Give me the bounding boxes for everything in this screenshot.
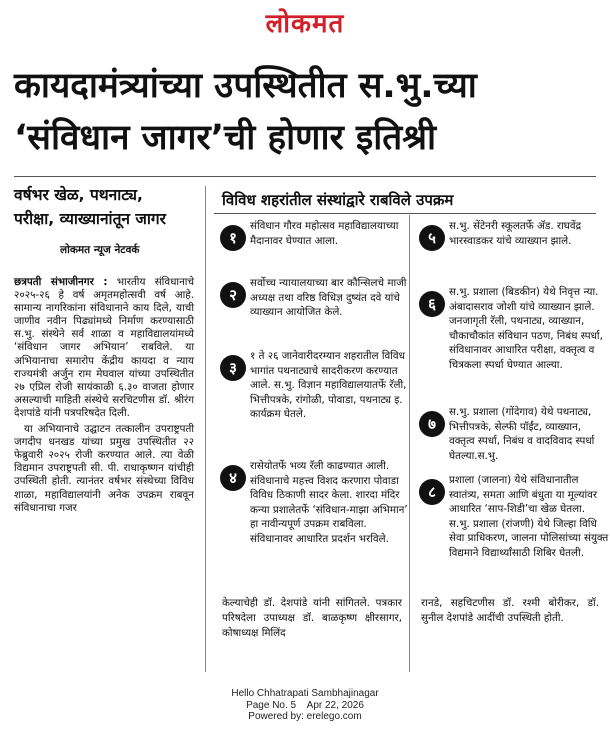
number-badge: ६ xyxy=(419,291,445,317)
list-item: ३ १ ते २६ जानेवारीदरम्यान शहरातील विविध भागांत पथनाट्याचे सादरीकरण करण्यात आले. स.भु. विज्ञान महाविद्यालयातर्फे रॅली, भित्तीपत्रके, रांगोळी, पोवाडा, पथनाट्य इ. कार्यक्रम घेतले. xyxy=(220,349,410,422)
list-item: ५ स.भु. सेंटेनरी स्कूलतर्फे ॲड. राघवेंद्र भारस्वाडकर यांचे व्याख्यान झाले. xyxy=(419,219,609,248)
byline: लोकमत न्यूज नेटवर्क xyxy=(60,244,140,256)
number-badge: ४ xyxy=(220,465,246,491)
masthead-logo: लोकमत xyxy=(265,9,345,39)
number-badge: ७ xyxy=(419,411,445,437)
number-badge: २ xyxy=(220,282,246,308)
divider xyxy=(14,176,596,177)
number-badge: १ xyxy=(220,225,246,251)
number-badge: ३ xyxy=(220,355,246,381)
list-item: ८ प्रशाला (जालना) येथे संविधानातील स्वातंत्र्य, समता आणि बंधुता या मूल्यांवर आधारित ‘साप-शिडी’चा खेळ घेतला. स.भु. प्रशाला (रांजणी) येथे जिल्हा विधि सेवा प्राधिकरण, जालना पोलिसांच्या संयुक्त विद्यमाने विद्यार्थ्यांसाठी शिबिर घेतली. xyxy=(419,473,609,560)
headline-line-1: कायदामंत्र्यांच्या उपस्थितीत स.भु.च्या xyxy=(14,66,477,106)
list-item: ७ स.भु. प्रशाला (गोंदेगाव) येथे पथनाट्य, भित्तीपत्रके, सेल्फी पॉईंट, व्याख्यान, वक्तृत्व स्पर्धा, निबंध व वादविवाद स्पर्धा घेतल्या.स.भु. xyxy=(419,405,609,463)
divider xyxy=(214,213,596,214)
article-continuation: रानडे, सहचिटणीस डॉ. रश्मी बोरीकर, डॉ. सुनील देशपांडे आदींची उपस्थिती होती. xyxy=(421,597,599,624)
article-body xyxy=(14,276,194,518)
number-badge: ८ xyxy=(419,479,445,505)
page-footer: Hello Chhatrapati Sambhajinagar Page No. 5 Apr 22, 2026 Powered by: erelego.com xyxy=(231,688,379,722)
list-item: २ सर्वोच्च न्यायालयाच्या बार कौन्सिलचे माजी अध्यक्ष तथा वरिष्ठ विधिज्ञ दुष्यंत दवे यांचे व्याख्यान आयोजित केले. xyxy=(220,276,410,320)
headline xyxy=(14,60,599,164)
article-paragraph: छत्रपती संभाजीनगर : भारतीय संविधानाचे २०२५-२६ हे वर्ष अमृतमहोत्सवी वर्ष आहे. सामान्य नागरिकांना संविधानाने काय दिले, याची जाणीव नवीन पिढ्यांमध्ये निर्माण करण्यासाठी स.भु. संस्थेने सर्व शाळा व महाविद्यालयांमध्ये ‘संविधान जागर अभियान’ राबविले. या अभियानाचा समारोप केंद्रीय कायदा व न्याय राज्यमंत्री अर्जुन राम मेघवाल यांच्या उपस्थितीत २७ एप्रिल रोजी सायंकाळी ६.३० वाजता होणार असल्याची माहिती संस्थेचे सरचिटणीस डॉ. श्रीरंग देशपांडे यांनी पत्रपरिषदेत दिली. xyxy=(14,276,194,419)
column-divider xyxy=(205,186,206,672)
subheadline-left: वर्षभर खेळ, पथनाट्य, परीक्षा, व्याख्यानांतून जागर xyxy=(14,186,166,228)
list-item: १ संविधान गौरव महोत्सव महाविद्यालयाच्या मैदानावर घेण्यात आला. xyxy=(220,219,410,248)
article-paragraph: या अभियानाचे उद्घाटन तत्कालीन उपराष्ट्रपती जगदीप धनखड यांच्या प्रमुख उपस्थितीत २२ फेब्रुवारी २०२५ रोजी करण्यात आले. त्या वेळी विद्यमान उपराष्ट्रपती सी. पी. राधाकृष्णन यांचीही उपस्थिती होती. त्यानंतर वर्षभर संस्थेच्या विविध शाळा, महाविद्यालयांनी अनेक उपक्रम राबवून संविधानाचा गजर xyxy=(14,423,194,514)
number-badge: ५ xyxy=(419,225,445,251)
subheadline-right: विविध शहरांतील संस्थांद्वारे राबविले उपक्रम xyxy=(222,191,454,209)
dateline: छत्रपती संभाजीनगर : xyxy=(14,276,108,288)
list-item: ४ रासेयोतर्फे भव्य रॅली काढण्यात आली. संविधानाचे महत्त्व विशद करणारा पोवाडा विविध ठिकाणी सादर केला. शारदा मंदिर कन्या प्रशालेतर्फे ‘संविधान-माझा अभिमान’ हा नावीन्यपूर्ण उपक्रम राबविला. संविधानावर आधारित प्रदर्शन भरविले. xyxy=(220,459,410,546)
article-continuation: केल्याचेही डॉ. देशपांडे यांनी सांगितले. पत्रकार परिषदेला उपाध्यक्ष डॉ. बाळकृष्ण क्षीरसागर, कोषाध्यक्ष मिलिंद xyxy=(222,597,402,639)
headline-line-2: ‘संविधान जागर’ची होणार इतिश्री xyxy=(14,118,437,158)
list-item: ६ स.भु. प्रशाला (बिडकीन) येथे निवृत्त न्या. अंबादासराव जोशी यांचे व्याख्यान झाले. जनजागृती रॅली, पथनाट्य, व्याख्यान, चौकाचौकांत संविधान पठण, निबंध स्पर्धा, संविधानावर आधारित परीक्षा, वक्तृत्व व चित्रकला स्पर्धा घेण्यात आल्या. xyxy=(419,285,609,372)
